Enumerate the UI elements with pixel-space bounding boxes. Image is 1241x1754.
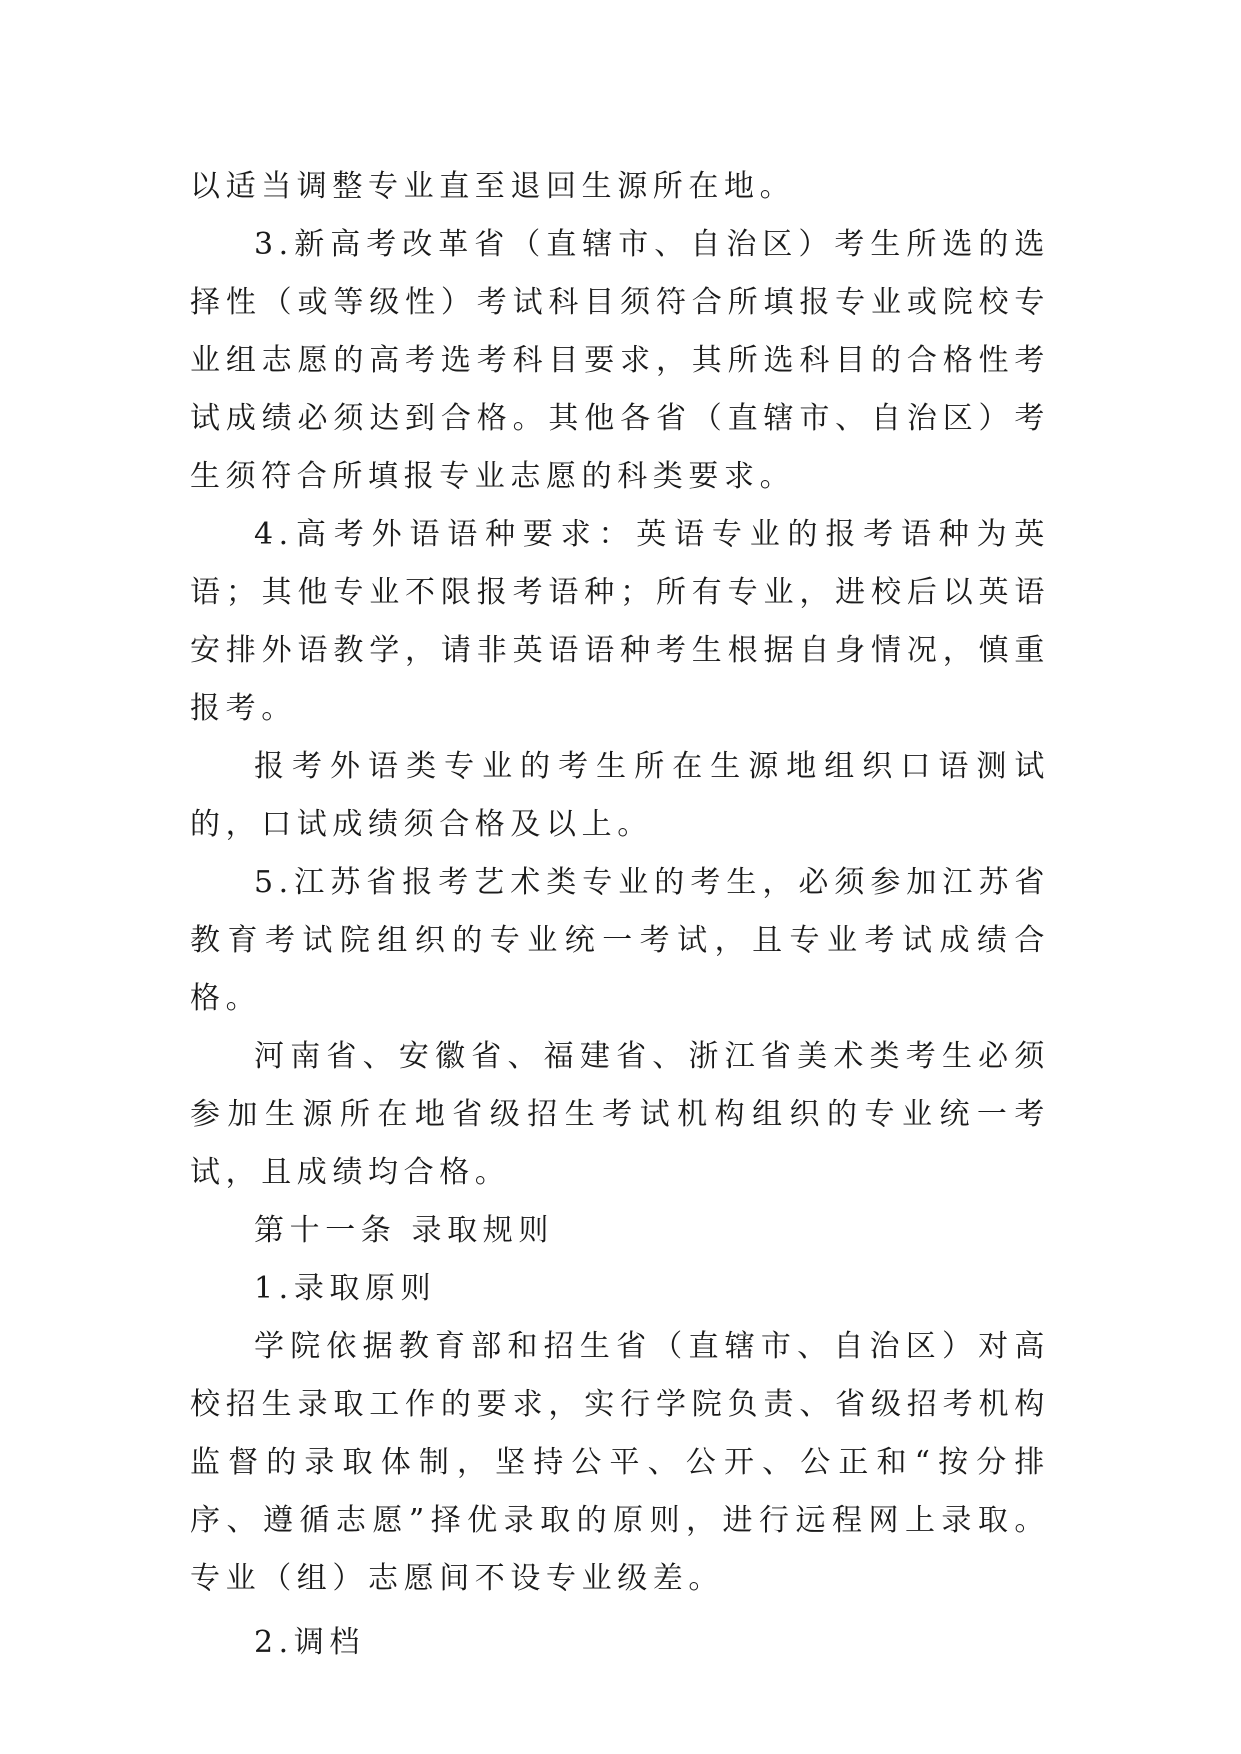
paragraph-item-5: 5.江苏省报考艺术类专业的考生，必须参加江苏省教育考试院组织的专业统一考试，且专业考试成绩合格。 (190, 865, 1050, 1016)
section-heading-article-11: 第十一条 录取规则 (254, 1213, 554, 1248)
paragraph-oral-test: 报考外语类专业的考生所在生源地组织口语测试的，口试成绩须合格及以上。 (190, 749, 1050, 842)
paragraph-item-3: 3.新高考改革省（直辖市、自治区）考生所选的选择性（或等级性）考试科目须符合所填报专业或院校专业组志愿的高考选考科目要求，其所选科目的合格性考试成绩必须达到合格。其他各省（直辖市、自治区）考生须符合所填报专业志愿的科类要求。 (190, 227, 1050, 494)
paragraph-item-4: 4.高考外语语种要求：英语专业的报考语种为英语；其他专业不限报考语种；所有专业，进校后以英语安排外语教学，请非英语语种考生根据自身情况，慎重报考。 (190, 517, 1050, 726)
paragraph-continuation: 以适当调整专业直至退回生源所在地。 (190, 169, 796, 204)
subheading-admission-principle: 1.录取原则 (254, 1271, 437, 1306)
subheading-file-transfer: 2.调档 (254, 1625, 366, 1660)
paragraph-admission-principle: 学院依据教育部和招生省（直辖市、自治区）对高校招生录取工作的要求，实行学院负责、省级招考机构监督的录取体制，坚持公平、公开、公正和“按分排序、遵循志愿”择优录取的原则，进行远程网上录取。专业（组）志愿间不设专业级差。 (190, 1329, 1050, 1596)
document-body (190, 158, 1050, 1672)
paragraph-art-exam: 河南省、安徽省、福建省、浙江省美术类考生必须参加生源所在地省级招生考试机构组织的专业统一考试，且成绩均合格。 (190, 1039, 1050, 1190)
